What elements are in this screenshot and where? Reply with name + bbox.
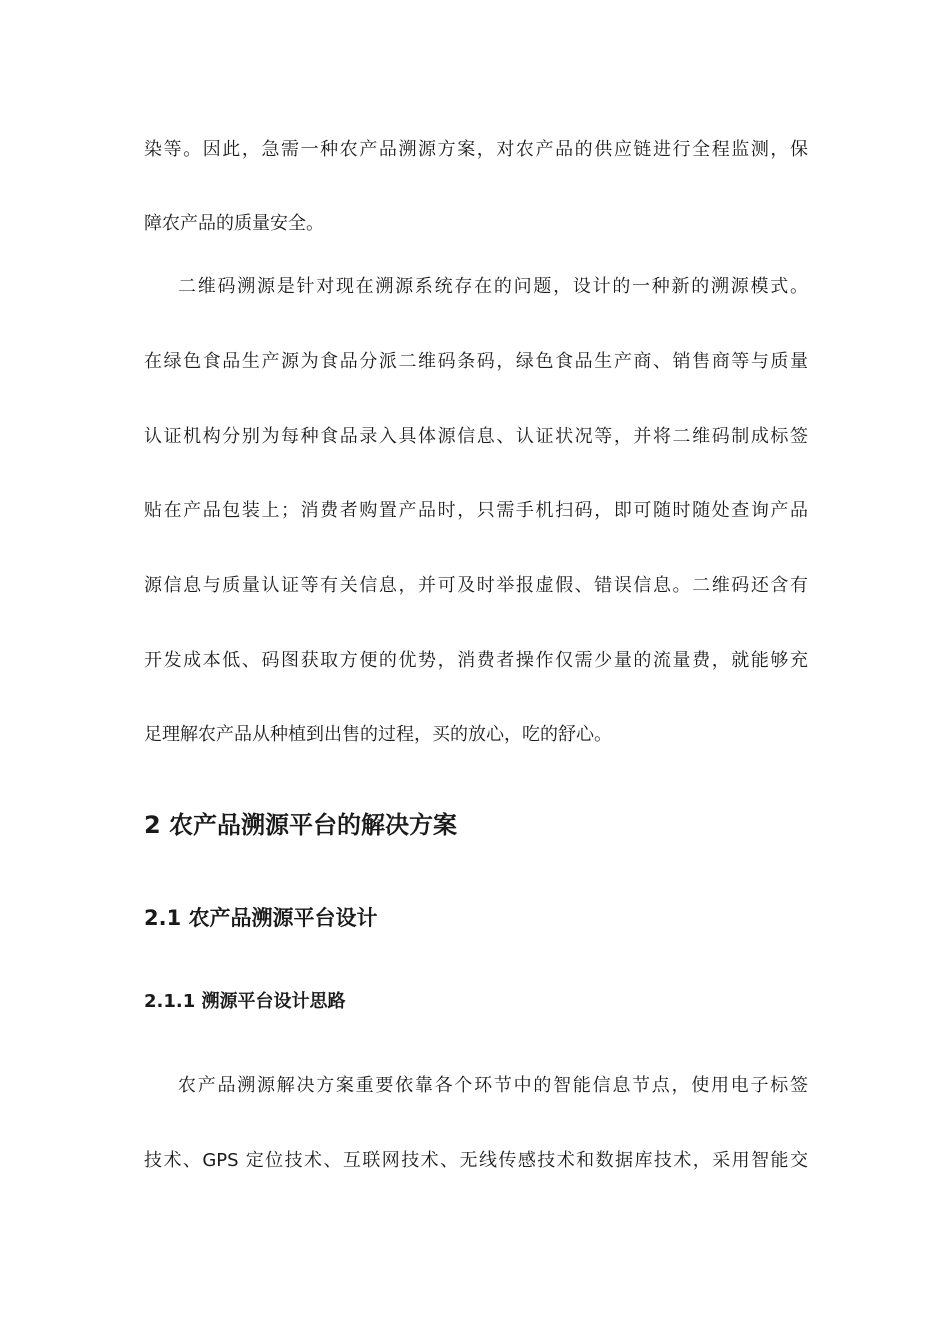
heading-level-1: 2 农产品溯源平台的解决方案 [144,811,458,839]
paragraph-1-line-1: 染等。因此，急需一种农产品溯源方案，对农产品的供应链进行全程监测，保 [144,139,808,160]
paragraph-2-line-3: 认证机构分别为每种食品录入具体源信息、认证状况等，并将二维码制成标签 [144,426,808,447]
paragraph-2-line-1: 二维码溯源是针对现在溯源系统存在的问题，设计的一种新的溯源模式。 [178,276,808,297]
heading-level-3: 2.1.1 溯源平台设计思路 [144,991,346,1012]
heading-level-2: 2.1 农产品溯源平台设计 [144,906,378,930]
paragraph-2-line-4: 贴在产品包装上；消费者购置产品时，只需手机扫码，即可随时随处查询产品 [144,500,808,521]
paragraph-1-line-2: 障农产品的质量安全。 [144,213,324,234]
paragraph-2-line-6: 开发成本低、码图获取方便的优势，消费者操作仅需少量的流量费，就能够充 [144,650,808,671]
paragraph-3-line-1: 农产品溯源解决方案重要依靠各个环节中的智能信息节点，使用电子标签 [178,1075,808,1096]
paragraph-2-line-5: 源信息与质量认证等有关信息，并可及时举报虚假、错误信息。二维码还含有 [144,575,808,596]
paragraph-3-line-2: 技术、GPS 定位技术、互联网技术、无线传感技术和数据库技术，采用智能交 [144,1150,808,1171]
paragraph-2-line-2: 在绿色食品生产源为食品分派二维码条码，绿色食品生产商、销售商等与质量 [144,351,808,372]
paragraph-2-line-7: 足理解农产品从种植到出售的过程，买的放心，吃的舒心。 [144,724,612,745]
